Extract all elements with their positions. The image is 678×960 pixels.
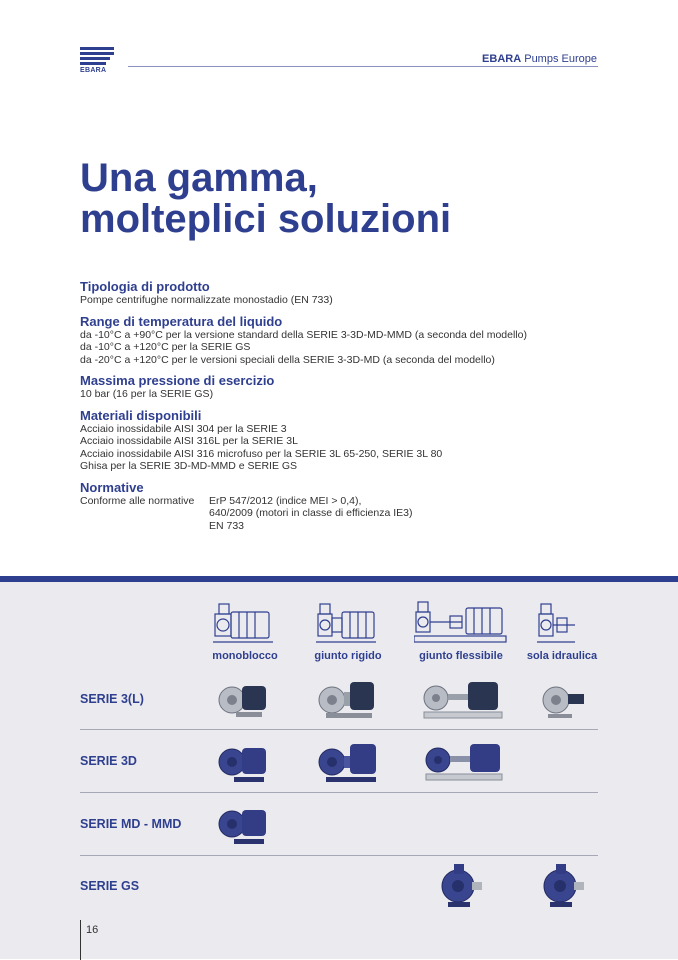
pump-gs-flexible-image [438,860,484,910]
row-label-serie-gs: SERIE GS [80,879,140,893]
normative-value: ErP 547/2012 (indice MEI > 0,4), [209,494,362,507]
monoblock-schematic-icon [213,600,275,644]
panel-top-band [0,576,678,582]
logo-text: EBARA [80,67,107,74]
pump-3d-flexible-image [424,736,504,784]
section-heading: Massima pressione di esercizio [80,373,275,388]
section-line: da -10°C a +120°C per la SERIE GS [80,341,251,353]
section-heading: Normative [80,479,144,495]
section-line: da -10°C a +90°C per la versione standard della SERIE 3-3D-MD-MMD (a seconda del modello) [80,328,527,341]
row-divider [80,729,598,730]
section-heading: Range di temperatura del liquido [80,313,283,329]
pump-3d-monoblock-image [218,738,270,784]
column-label-giunto-flessibile: giunto flessibile [419,650,503,662]
section-line: Ghisa per la SERIE 3D-MD-MMD e SERIE GS [80,460,298,472]
header-rule [128,66,598,67]
pump-3l-flexible-image [422,672,504,720]
section-line: Acciaio inossidabile AISI 316L per la SERIE 3L [80,435,298,447]
section-normative [80,480,600,533]
section-temperature [80,314,600,367]
normative-value: 640/2009 (motori in classe di efficienza IE3) [209,507,413,519]
brand-bold: EBARA [482,53,522,65]
column-label-monoblocco: monoblocco [212,650,278,662]
pump-3l-monoblock-image [218,676,270,720]
section-line: 10 bar (16 per la SERIE GS) [80,388,214,400]
flexible-coupling-schematic-icon [414,600,508,644]
title-line-1: Una gamma, [80,156,318,200]
rigid-coupling-schematic-icon [316,600,378,644]
page-number-rule [80,920,81,960]
pump-md-monoblock-image [218,800,270,846]
row-label-serie-md-mmd: SERIE MD - MMD [80,817,182,831]
section-line: da -20°C a +120°C per le versioni speciali della SERIE 3-3D-MD (a seconda del modello) [80,353,495,366]
normative-label: Conforme alle normative [80,494,195,507]
section-product-type [80,279,600,307]
section-line: Acciaio inossidabile AISI 304 per la SERIE 3 [80,422,287,435]
normative-value: EN 733 [209,519,245,532]
column-label-giunto-rigido: giunto rigido [314,650,382,662]
title-line-2: molteplici soluzioni [80,197,452,241]
page-number: 16 [86,924,99,936]
bare-shaft-schematic-icon [537,600,577,644]
row-divider [80,855,598,856]
section-line: Acciaio inossidabile AISI 316 microfuso per la SERIE 3L 65-250, SERIE 3L 80 [80,447,443,460]
brand-label [482,53,597,65]
column-label-sola-idraulica: sola idraulica [526,650,598,662]
row-label-serie-3d: SERIE 3D [80,754,137,768]
pump-3d-rigid-image [318,736,380,784]
section-line: Pompe centrifughe normalizzate monostadio (EN 733) [80,294,333,306]
pump-3l-rigid-image [318,674,376,720]
section-heading: Tipologia di prodotto [80,279,210,294]
section-heading: Materiali disponibili [80,407,202,423]
row-label-serie-3l: SERIE 3(L) [80,692,144,706]
ebara-logo [80,47,114,74]
brand-rest: Pumps Europe [521,53,597,65]
row-divider [80,792,598,793]
pump-gs-bare-shaft-image [540,860,586,910]
section-materials [80,408,600,473]
page-title [80,158,451,240]
pump-3l-bare-shaft-image [540,676,588,720]
section-pressure [80,373,600,401]
spec-content [80,279,600,539]
